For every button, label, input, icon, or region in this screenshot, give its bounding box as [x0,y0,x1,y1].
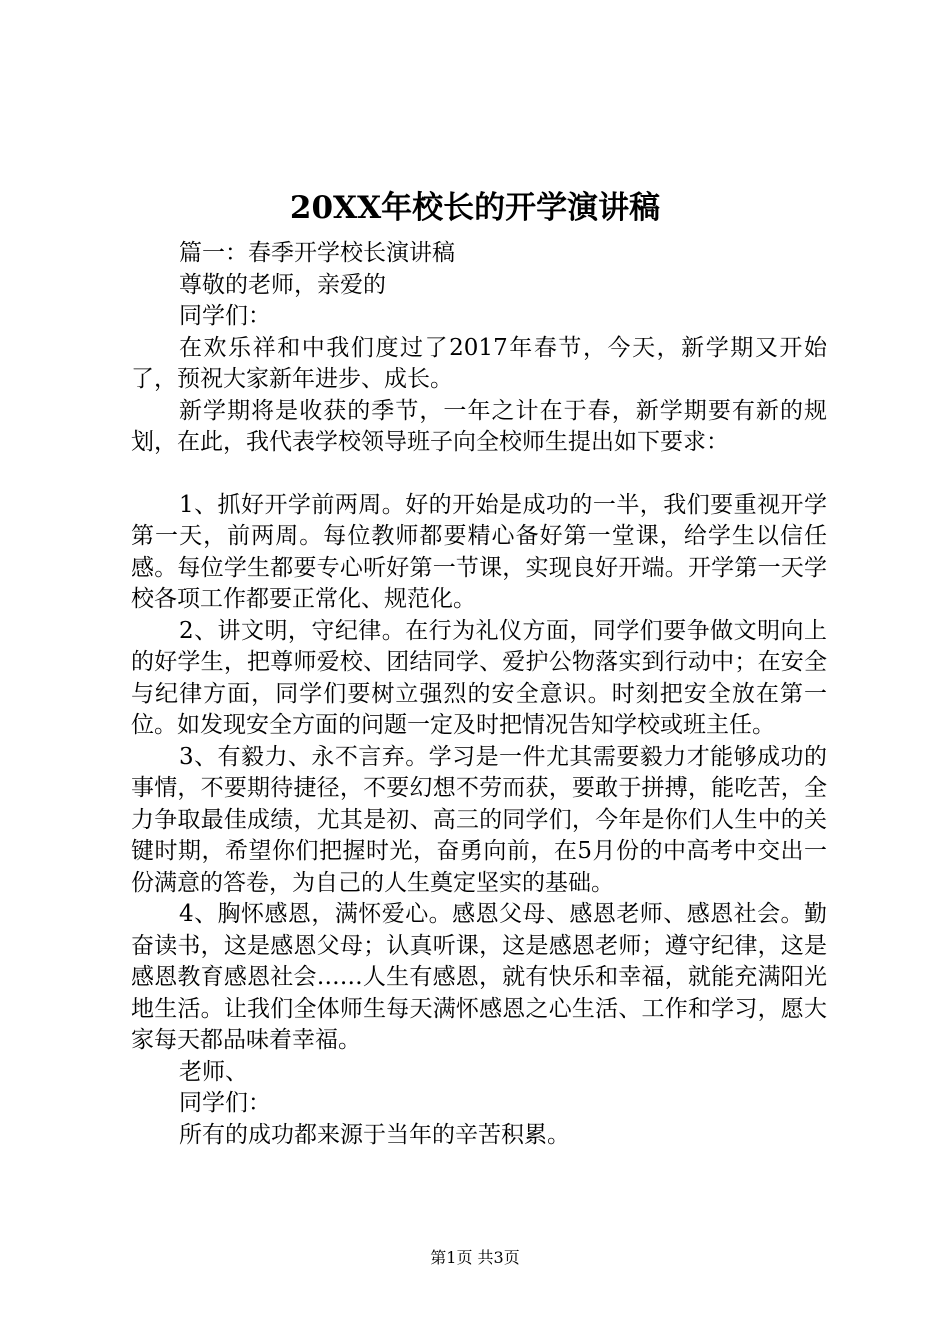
paragraph-salutation-1: 尊敬的老师，亲爱的 [179,271,386,298]
paragraph-closing-salutation-2: 同学们： [179,1090,271,1116]
paragraph-section-heading: 篇一：春季开学校长演讲稿 [179,240,455,266]
paragraph-closing-salutation-1: 老师、 [179,1058,248,1085]
paragraph-requirements-lead: 新学期将是收获的季节，一年之计在于春，新学期要有新的规划，在此，我代表学校领导班子向全校师生提出如下要求： [131,397,827,455]
paragraph-salutation-2: 同学们： [179,303,271,329]
paragraph-point-1: 1、抓好开学前两周。好的开始是成功的一半，我们要重视开学第一天，前两周。每位教师都要精心备好第一堂课，给学生以信任感。每位学生都要专心听好第一节课，实现良好开端。开学第一天学校各项工作都要正常化、规范化。 [131,491,827,612]
document-title: 20XX年校长的开学演讲稿 [289,190,661,226]
page-footer: 第1页 共3页 [430,1248,520,1267]
document-body [131,238,827,1151]
paragraph-point-3: 3、有毅力、永不言弃。学习是一件尤其需要毅力才能够成功的事情，不要期待捷径，不要幻想不劳而获，要敢于拼搏，能吃苦，全力争取最佳成绩，尤其是初、高三的同学们，今年是你们人生中的关键时期，希望你们把握时光，奋勇向前，在5月份的中高考中交出一份满意的答卷，为自己的人生奠定坚实的基础。 [131,743,827,896]
paragraph-point-4: 4、胸怀感恩，满怀爱心。感恩父母、感恩老师、感恩社会。勤奋读书，这是感恩父母；认真听课，这是感恩老师；遵守纪律，这是感恩教育感恩社会……人生有感恩，就有快乐和幸福，就能充满阳光地生活。让我们全体师生每天满怀感恩之心生活、工作和学习，愿大家每天都品味着幸福。 [131,901,827,1053]
paragraph-intro: 在欢乐祥和中我们度过了2017年春节，今天，新学期又开始了，预祝大家新年进步、成长。 [131,334,827,392]
paragraph-closing: 所有的成功都来源于当年的辛苦积累。 [179,1121,570,1148]
paragraph-point-2: 2、讲文明，守纪律。在行为礼仪方面，同学们要争做文明向上的好学生，把尊师爱校、团结同学、爱护公物落实到行动中；在安全与纪律方面，同学们要树立强烈的安全意识。时刻把安全放在第一位。如发现安全方面的问题一定及时把情况告知学校或班主任。 [131,617,827,738]
